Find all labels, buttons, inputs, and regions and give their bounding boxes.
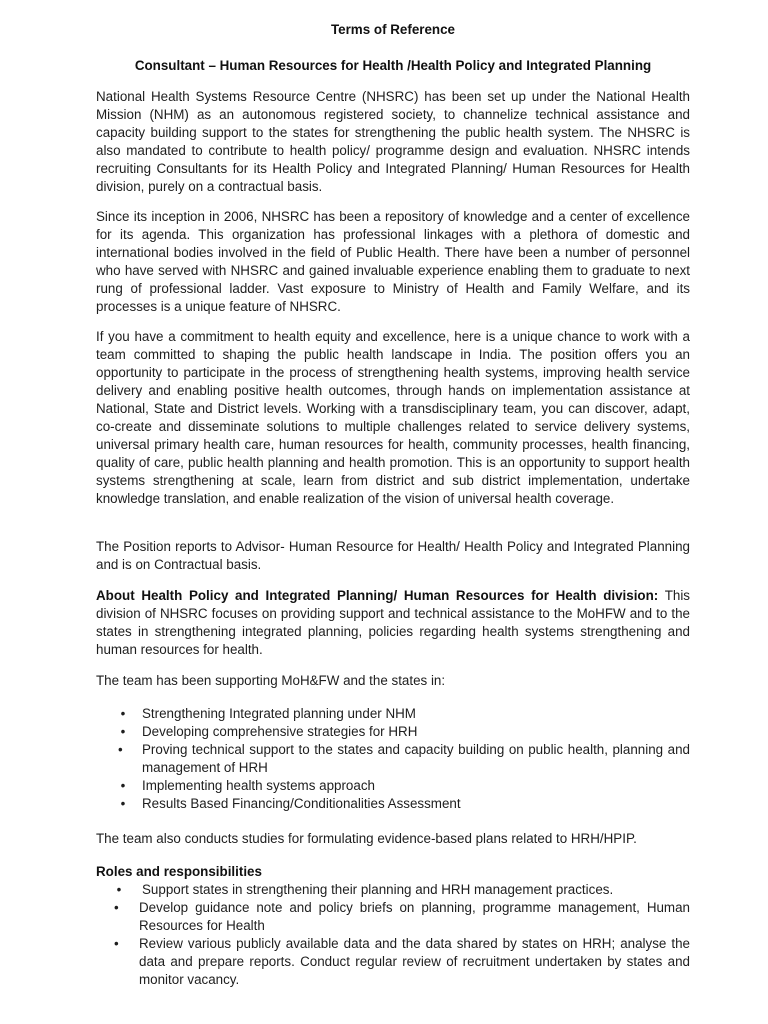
paragraph-studies: The team also conducts studies for formulating evidence-based plans related to HRH/HPIP. [96,831,637,846]
paragraph-support-intro: The team has been supporting MoH&FW and the states in: [96,673,446,688]
list-item: • Proving technical support to the states and capacity building on public health, planning and management of HRH [118,742,690,775]
list-item: • Implementing health systems approach [96,777,690,795]
paragraph-nhsrc-intro: National Health Systems Resource Centre (NHSRC) has been set up under the National Health Mission (NHM) as an autonomous registered society, to channelize technical assistance and capacity building support to the states for strengthening the public health system. The NHSRC is also mandated to contribute to health policy/ programme design and evaluation. NHSRC intends recruiting Consultants for its Health Policy and Integrated Planning/ Human Resources for Health division, purely on a contractual basis. [96,89,690,194]
bullet-icon: • [114,900,119,915]
paragraph-nhsrc-history: Since its inception in 2006, NHSRC has been a repository of knowledge and a center of excellence for its agenda. This organization has professional linkages with a plethora of domestic and international bodies involved in the field of Public Health. There have been a number of personnel who have served with NHSRC and gained invaluable experience enabling them to graduate to next rung of professional ladder. Vast exposure to Ministry of Health and Family Welfare, and its processes is a unique feature of NHSRC. [96,209,690,314]
paragraph-reporting: The Position reports to Advisor- Human Resource for Health/ Health Policy and Integrated Planning and is on Contractual basis. [96,539,690,572]
list-item: • Strengthening Integrated planning under NHM [96,705,690,723]
paragraph-division-about [96,587,690,659]
bullet-icon: • [118,742,123,757]
roles-list [96,881,690,989]
bullet-icon: • [120,724,126,739]
list-item: • Developing comprehensive strategies for HRH [96,723,690,741]
division-heading: About Health Policy and Integrated Planning/ Human Resources for Health division: [96,588,659,603]
bullet-icon: • [114,936,119,951]
bullet-icon: • [120,796,126,811]
list-item: • Develop guidance note and policy briefs on planning, programme management, Human Resources for Health [114,900,690,933]
support-list [96,705,690,813]
bullet-icon: • [120,706,126,721]
roles-heading: Roles and responsibilities [96,864,262,879]
list-item: • Support states in strengthening their planning and HRH management practices. [96,881,690,899]
paragraph-opportunity: If you have a commitment to health equity and excellence, here is a unique chance to work with a team committed to shaping the public health landscape in India. The position offers you an opportunity to participate in the process of strengthening health systems, improving health service delivery and enabling positive health outcomes, through hands on implementation assistance at National, State and District levels. Working with a transdisciplinary team, you can discover, adapt, co-create and disseminate solutions to multiple challenges related to service delivery systems, universal primary health care, human resources for health, community processes, health financing, quality of care, public health planning and health promotion. This is an opportunity to support health systems strengthening at scale, learn from district and sub district implementation, undertake knowledge translation, and enable realization of the vision of universal health coverage. [96,329,690,506]
list-item: • Results Based Financing/Conditionalities Assessment [96,795,690,813]
document-subtitle: Consultant – Human Resources for Health /Health Policy and Integrated Planning [134,58,652,73]
bullet-icon: • [116,882,122,897]
list-item: • Review various publicly available data and the data shared by states on HRH; analyse the data and prepare reports. Conduct regular review of recruitment undertaken by states and monitor vacancy. [114,936,690,987]
document-title: Terms of Reference [330,22,456,37]
division-description: This division of NHSRC focuses on providing support and technical assistance to the MoHFW and to the states in strengthening integrated planning, policies regarding health systems strengthening and human resources for health. [96,588,690,657]
bullet-icon: • [120,778,126,793]
